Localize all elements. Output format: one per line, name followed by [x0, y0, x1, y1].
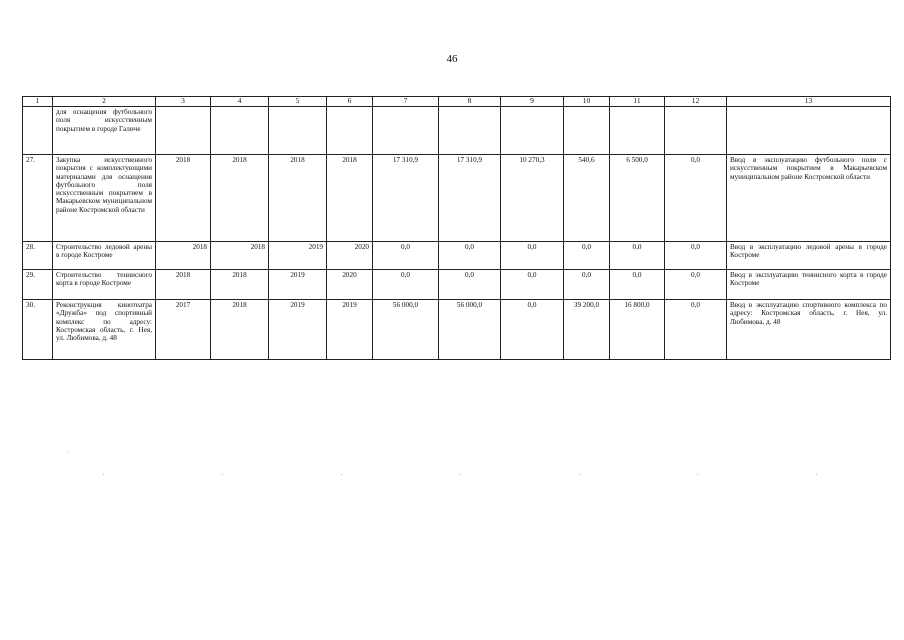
table-cell: 2018	[156, 155, 211, 242]
column-header: 1	[23, 97, 53, 107]
table-cell	[564, 107, 610, 155]
column-header: 4	[211, 97, 269, 107]
column-header: 13	[727, 97, 891, 107]
row-number: 29.	[23, 270, 53, 300]
table-cell: 2018	[211, 242, 269, 270]
table-cell	[610, 107, 665, 155]
table-cell: 56 000,0	[439, 300, 501, 360]
table-row	[23, 155, 891, 242]
row-name: для оснащения футбольного поля искусственным покрытием в городе Галиче	[53, 107, 156, 155]
table-row	[23, 107, 891, 155]
table-cell: 56 000,0	[373, 300, 439, 360]
table-cell: 0,0	[665, 270, 727, 300]
table-cell	[269, 107, 327, 155]
row-description: Ввод в эксплуатацию спортивного комплекса по адресу: Костромская область, г. Нея, ул. Любимова, д. 48	[727, 300, 891, 360]
row-number: 30.	[23, 300, 53, 360]
table-cell	[211, 107, 269, 155]
table-cell	[373, 107, 439, 155]
table-cell: 39 200,0	[564, 300, 610, 360]
table-cell: 0,0	[610, 242, 665, 270]
table-cell: 17 310,9	[439, 155, 501, 242]
row-name: Строительство теннисного корта в городе Костроме	[53, 270, 156, 300]
table-row	[23, 242, 891, 270]
table-cell: 0,0	[501, 270, 564, 300]
table-cell: 0,0	[610, 270, 665, 300]
table-cell	[439, 107, 501, 155]
column-header: 7	[373, 97, 439, 107]
column-header: 10	[564, 97, 610, 107]
row-description: Ввод в эксплуатацию футбольного поля с искусственным покрытием в Макарьевском муниципальном районе Костромской области	[727, 155, 891, 242]
table-cell: 0,0	[373, 242, 439, 270]
table-cell	[501, 107, 564, 155]
table-cell: 2018	[211, 300, 269, 360]
table-cell: 0,0	[665, 155, 727, 242]
table-cell: 2019	[269, 270, 327, 300]
column-header: 3	[156, 97, 211, 107]
table-cell: 2018	[156, 270, 211, 300]
table-row	[23, 300, 891, 360]
table-cell: 0,0	[665, 300, 727, 360]
table-cell	[156, 107, 211, 155]
table-cell: 0,0	[501, 242, 564, 270]
table-cell	[665, 107, 727, 155]
table-cell: 2020	[327, 270, 373, 300]
table-cell	[327, 107, 373, 155]
table-cell: 16 800,0	[610, 300, 665, 360]
table-cell: 10 270,3	[501, 155, 564, 242]
table-row	[23, 270, 891, 300]
row-number: 27.	[23, 155, 53, 242]
row-description	[727, 107, 891, 155]
row-name: Реконструкция кинотеатра «Дружба» под спортивный комплекс по адресу: Костромская область, г. Нея, ул. Любимова, д. 48	[53, 300, 156, 360]
table-cell: 0,0	[564, 270, 610, 300]
column-header: 11	[610, 97, 665, 107]
table-cell: 2018	[211, 270, 269, 300]
row-description: Ввод в эксплуатацию ледовой арены в городе Костроме	[727, 242, 891, 270]
table-cell: 2019	[327, 300, 373, 360]
table-cell: 0,0	[439, 242, 501, 270]
table-cell: 2020	[327, 242, 373, 270]
page-number: 46	[446, 53, 458, 65]
table-cell: 0,0	[665, 242, 727, 270]
row-name: Строительство ледовой арены в городе Костроме	[53, 242, 156, 270]
table-cell: 540,6	[564, 155, 610, 242]
table-cell: 2018	[269, 155, 327, 242]
table-cell: 2017	[156, 300, 211, 360]
table-cell: 0,0	[373, 270, 439, 300]
row-number	[23, 107, 53, 155]
data-table	[22, 96, 891, 360]
column-header: 12	[665, 97, 727, 107]
table-cell: 2019	[269, 242, 327, 270]
column-header: 2	[53, 97, 156, 107]
table-cell: 2018	[211, 155, 269, 242]
table-cell: 2018	[156, 242, 211, 270]
row-number: 28.	[23, 242, 53, 270]
table-cell: 0,0	[564, 242, 610, 270]
column-header: 5	[269, 97, 327, 107]
column-header: 6	[327, 97, 373, 107]
table-cell: 6 500,0	[610, 155, 665, 242]
table-cell: 2019	[269, 300, 327, 360]
row-name: Закупка искусственного покрытия с комплектующими материалами для оснащения футбольного поля искусственным покрытием в Макарьевском муниципальном районе Костромской области	[53, 155, 156, 242]
header-row	[23, 97, 891, 107]
column-header: 9	[501, 97, 564, 107]
table-cell: 0,0	[439, 270, 501, 300]
row-description: Ввод в эксплуатацию теннисного корта в городе Костроме	[727, 270, 891, 300]
table-cell: 17 310,9	[373, 155, 439, 242]
table-cell: 2018	[327, 155, 373, 242]
table-cell: 0,0	[501, 300, 564, 360]
column-header: 8	[439, 97, 501, 107]
